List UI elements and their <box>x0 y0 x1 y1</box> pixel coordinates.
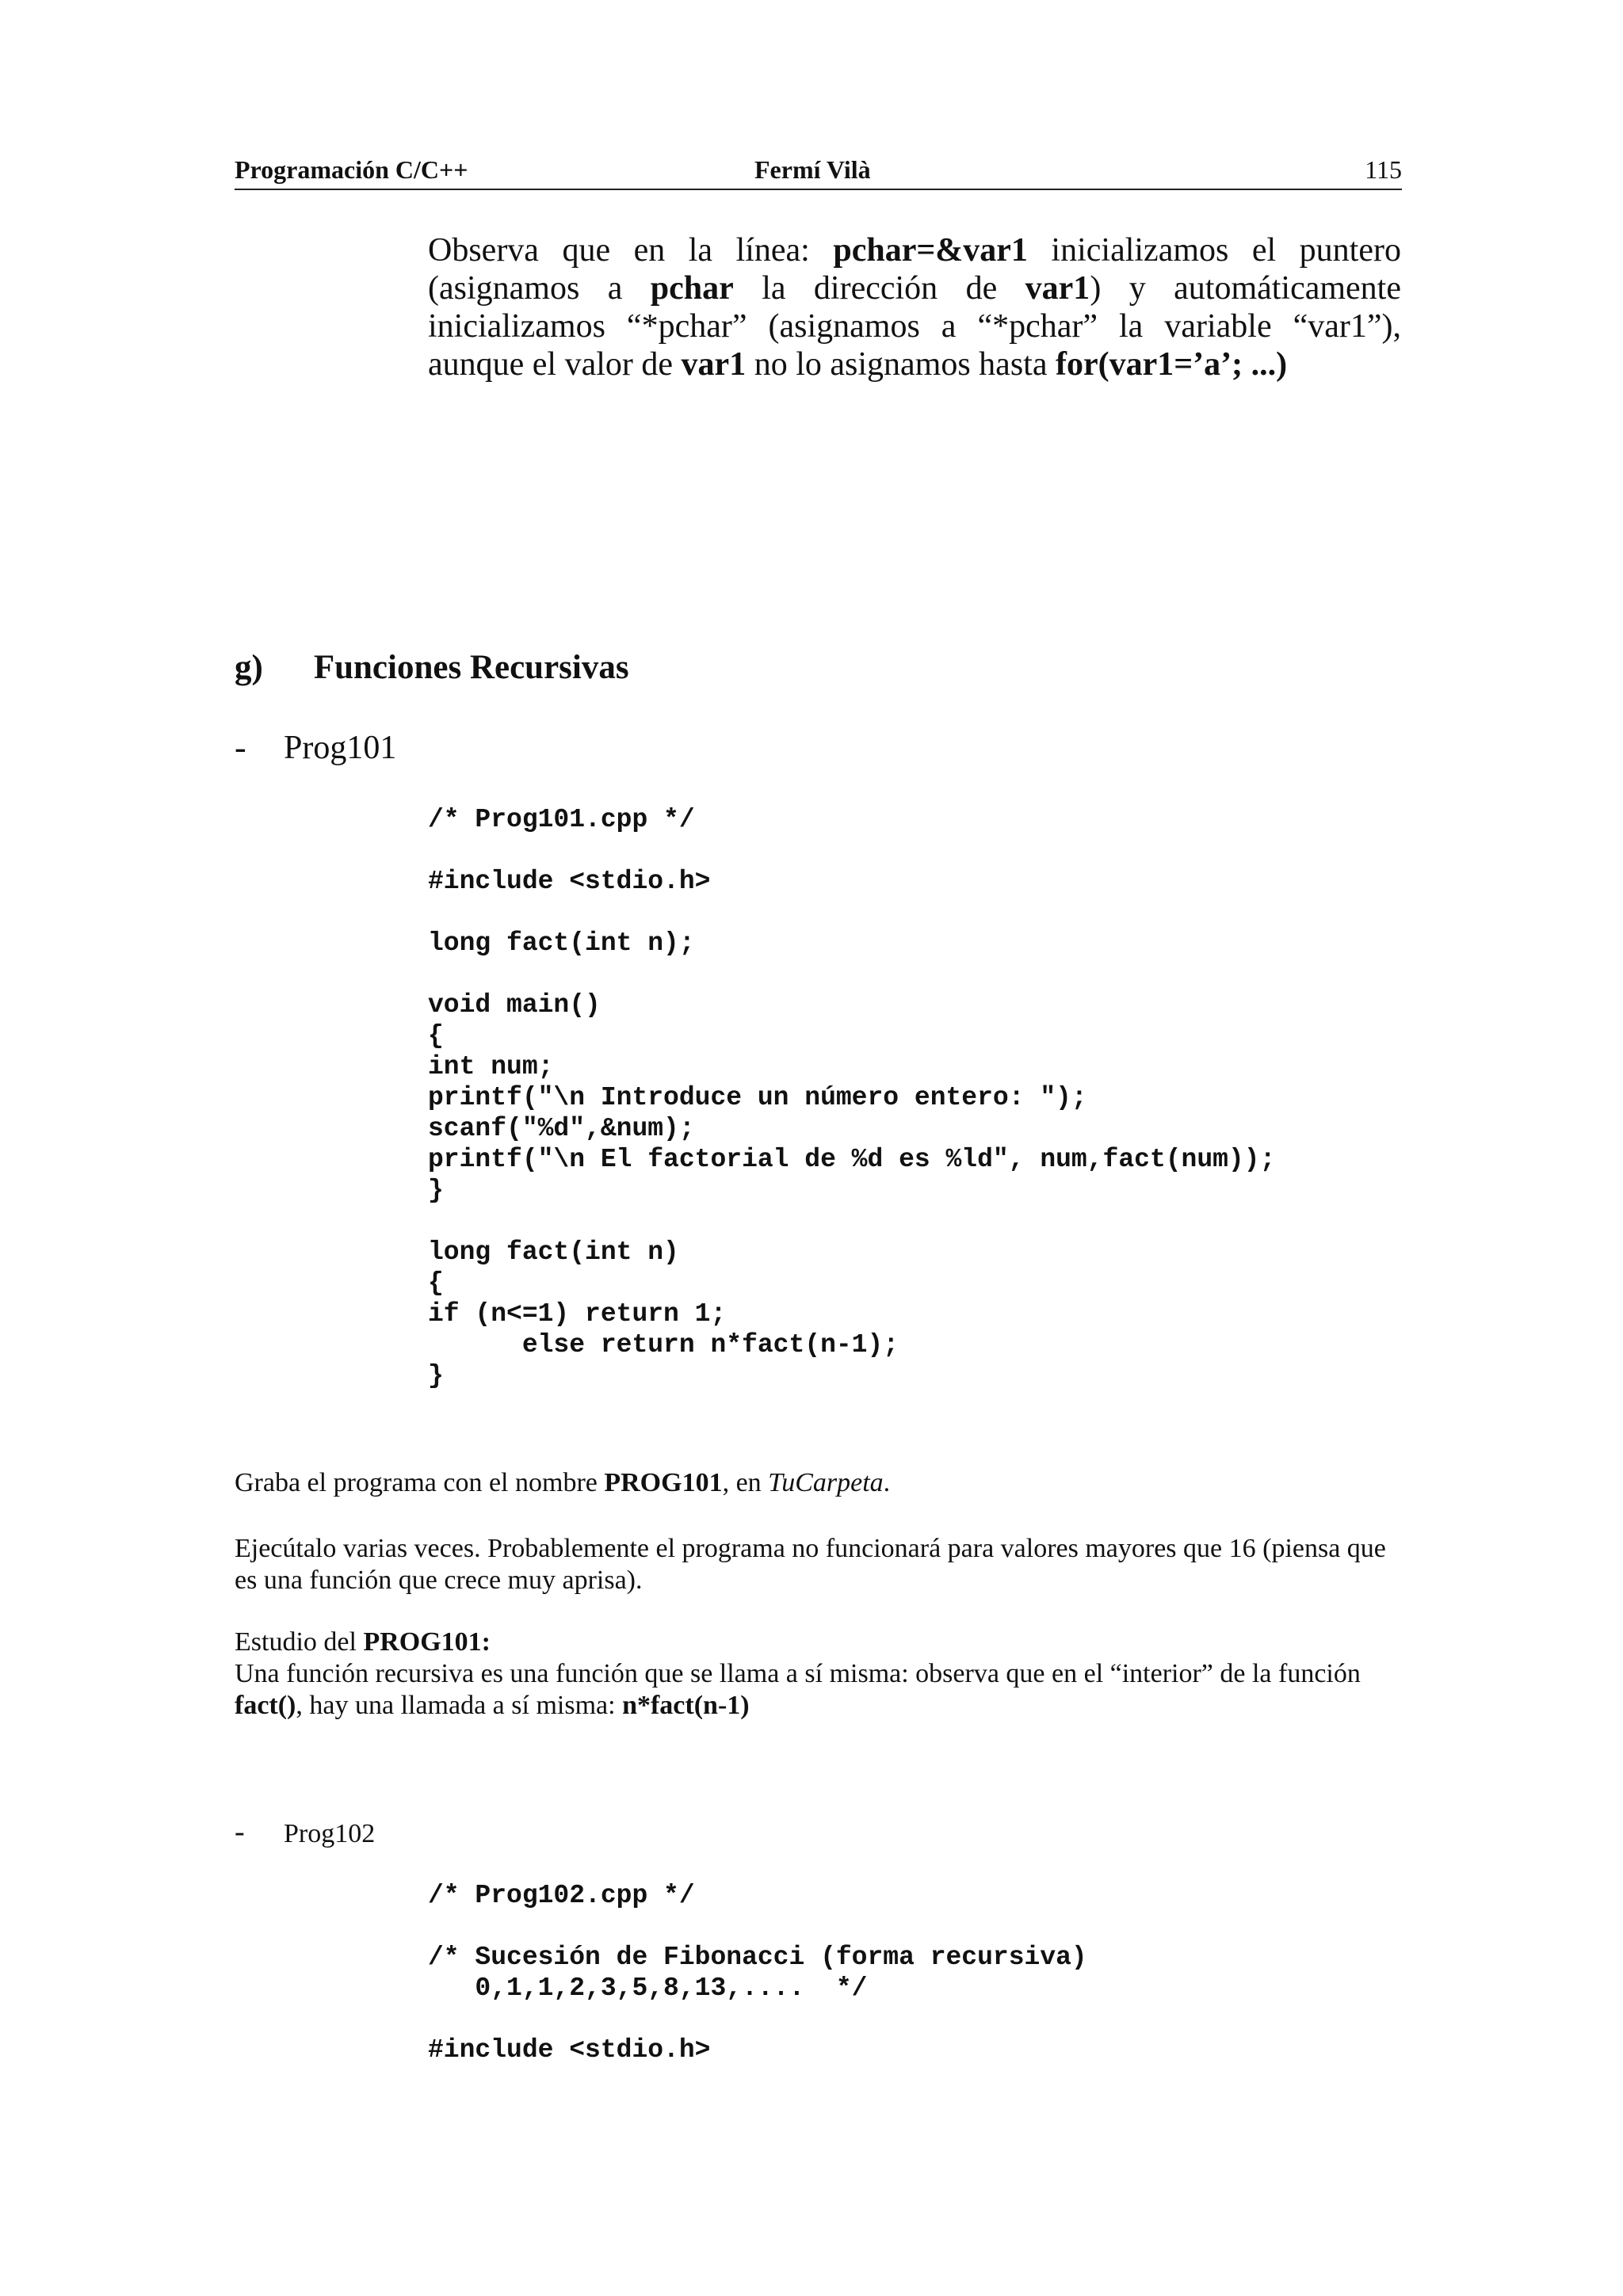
header-rule <box>235 189 1402 190</box>
prog101-label: Prog101 <box>284 730 397 766</box>
page-number: 115 <box>1365 155 1402 184</box>
prog101-dash: - <box>235 728 246 767</box>
section-heading <box>235 648 629 687</box>
graba-paragraph: Graba el programa con el nombre PROG101, en TuCarpeta. <box>235 1468 891 1497</box>
prog102-dash: - <box>235 1815 245 1848</box>
section-letter: g) <box>235 649 263 686</box>
estudio-paragraph: Estudio del PROG101: Una función recursiva es una función que se llama a sí misma: observa que en el “interior” de la función fact(), hay una llamada a sí misma: n*fact(n-1) <box>235 1627 1361 1720</box>
header-author: Fermí Vilà <box>754 155 871 184</box>
prog102-code: /* Prog102.cpp */ /* Sucesión de Fibonacci (forma recursiva) 0,1,1,2,3,5,8,13,.... */ #include <stdio.h> <box>428 1881 1087 2065</box>
section-title: Funciones Recursivas <box>313 649 629 686</box>
prog102-label: Prog102 <box>284 1819 376 1848</box>
ejecuta-paragraph: Ejecútalo varias veces. Probablemente el programa no funcionará para valores mayores que 16 (piensa que es una función que crece muy aprisa). <box>235 1534 1386 1595</box>
prog101-code: /* Prog101.cpp */ #include <stdio.h> long fact(int n); void main() { int num; printf("\n Introduce un número entero: "); scanf("%d",&num); printf("\n El factorial de %d es %ld", num,fact(num)); } long fact(int n) { if (n<=1) return 1; else return n*fact(n-1); } <box>428 805 1276 1390</box>
intro-paragraph: Observa que en la línea: pchar=&var1 inicializamos el puntero (asignamos a pchar la dirección de var1) y automáticamente inicializamos “*pchar” (asignamos a “*pchar” la variable “var1”), aunque el valor de var1 no lo asignamos hasta for(var1=’a’; ...) <box>428 232 1401 383</box>
header-title: Programación C/C++ <box>235 155 468 184</box>
